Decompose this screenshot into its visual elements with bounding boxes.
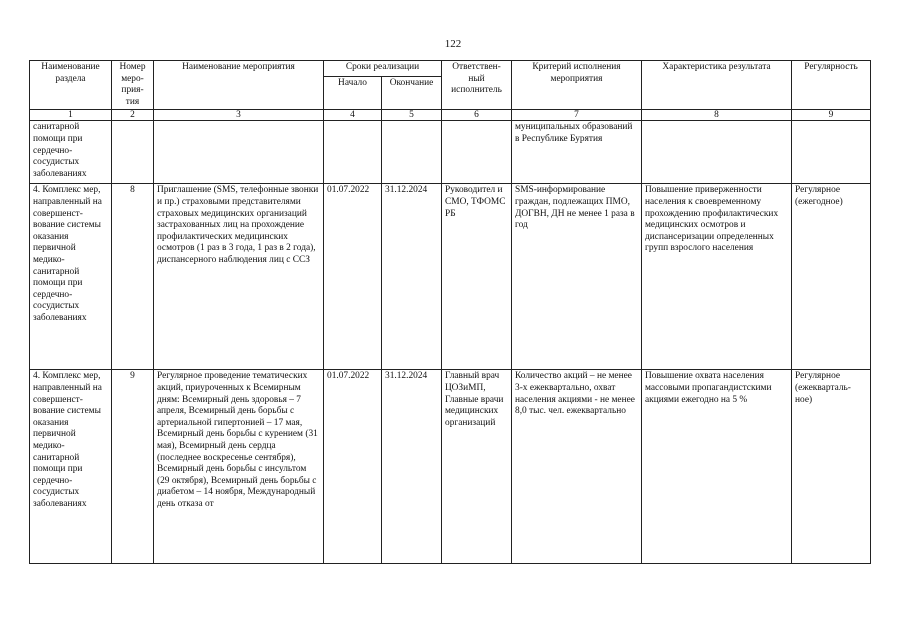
header-activity: Наименование мероприятия <box>154 61 324 110</box>
cell-responsible: Главный врач ЦОЗиМП, Главные врачи медицинских организаций <box>442 370 512 564</box>
cell-regularity <box>792 121 871 184</box>
table-row <box>30 121 871 184</box>
cell-result: Повышение охвата населения массовыми пропагандистскими акциями ежегодно на 5 % <box>642 370 792 564</box>
header-number: Номер меро-прия-тия <box>112 61 154 110</box>
cell-start <box>324 121 382 184</box>
column-index-row <box>30 110 871 121</box>
cell-activity: Регулярное проведение тематических акций, приуроченных к Всемирным дням: Всемирный день здоровья – 7 апреля, Всемирный день борьбы с артериальной гипертонией – 17 мая, Всемирный день борьбы с курением (31 мая), Всемирный день сердца (последнее воскресенье сентября), Всемирный день борьбы с инсультом (29 октября), Всемирный день борьбы с диабетом – 14 ноября, Международный день отказа от <box>154 370 324 564</box>
header-end: Окончание <box>382 77 442 110</box>
column-index: 2 <box>112 110 154 121</box>
cell-regularity: Регулярное (ежегодное) <box>792 184 871 370</box>
column-index: 1 <box>30 110 112 121</box>
activities-table <box>29 60 871 564</box>
cell-criterion: Количество акций – не менее 3-х ежеквартально, охват населения акциями - не менее 8,0 тыс. чел. ежеквартально <box>512 370 642 564</box>
column-index: 6 <box>442 110 512 121</box>
header-terms: Сроки реализации <box>324 61 442 77</box>
cell-start: 01.07.2022 <box>324 184 382 370</box>
cell-result <box>642 121 792 184</box>
cell-end: 31.12.2024 <box>382 370 442 564</box>
cell-section: 4. Комплекс мер, направленный на совершенст-вование системы оказания первичной медико-санитарной помощи при сердечно-сосудистых заболеваниях <box>30 370 112 564</box>
cell-end: 31.12.2024 <box>382 184 442 370</box>
column-index: 8 <box>642 110 792 121</box>
cell-section: 4. Комплекс мер, направленный на совершенст-вование системы оказания первичной медико-санитарной помощи при сердечно-сосудистых заболеваниях <box>30 184 112 370</box>
column-index: 4 <box>324 110 382 121</box>
cell-end <box>382 121 442 184</box>
page-number: 122 <box>444 38 462 50</box>
column-index: 9 <box>792 110 871 121</box>
cell-result: Повышение приверженности населения к своевременному прохождению профилактических медицинских осмотров и диспансеризации определенных групп взрослого населения <box>642 184 792 370</box>
cell-responsible: Руководител и СМО, ТФОМС РБ <box>442 184 512 370</box>
cell-criterion: муниципальных образований в Республике Бурятия <box>512 121 642 184</box>
cell-activity <box>154 121 324 184</box>
cell-start: 01.07.2022 <box>324 370 382 564</box>
column-index: 3 <box>154 110 324 121</box>
header-section: Наименование раздела <box>30 61 112 110</box>
table-row <box>30 370 871 564</box>
cell-number: 9 <box>112 370 154 564</box>
header-start: Начало <box>324 77 382 110</box>
cell-activity: Приглашение (SMS, телефонные звонки и пр.) страховыми представителями страховых медицинских организаций застрахованных лиц на прохождение профилактических медицинских осмотров (1 раз в 3 года, 1 раз в 2 года), диспансерного наблюдения лиц с ССЗ <box>154 184 324 370</box>
table-row <box>30 184 871 370</box>
cell-number <box>112 121 154 184</box>
cell-section: санитарной помощи при сердечно-сосудистых заболеваниях <box>30 121 112 184</box>
header-result: Характеристика результата <box>642 61 792 110</box>
cell-responsible <box>442 121 512 184</box>
header-criterion: Критерий исполнения мероприятия <box>512 61 642 110</box>
header-responsible: Ответствен-ный исполнитель <box>442 61 512 110</box>
cell-criterion: SMS-информирование граждан, подлежащих ПМО, ДОГВН, ДН не менее 1 раза в год <box>512 184 642 370</box>
cell-regularity: Регулярное (ежекварталь-ное) <box>792 370 871 564</box>
column-index: 5 <box>382 110 442 121</box>
column-index: 7 <box>512 110 642 121</box>
header-regularity: Регулярность <box>792 61 871 110</box>
cell-number: 8 <box>112 184 154 370</box>
